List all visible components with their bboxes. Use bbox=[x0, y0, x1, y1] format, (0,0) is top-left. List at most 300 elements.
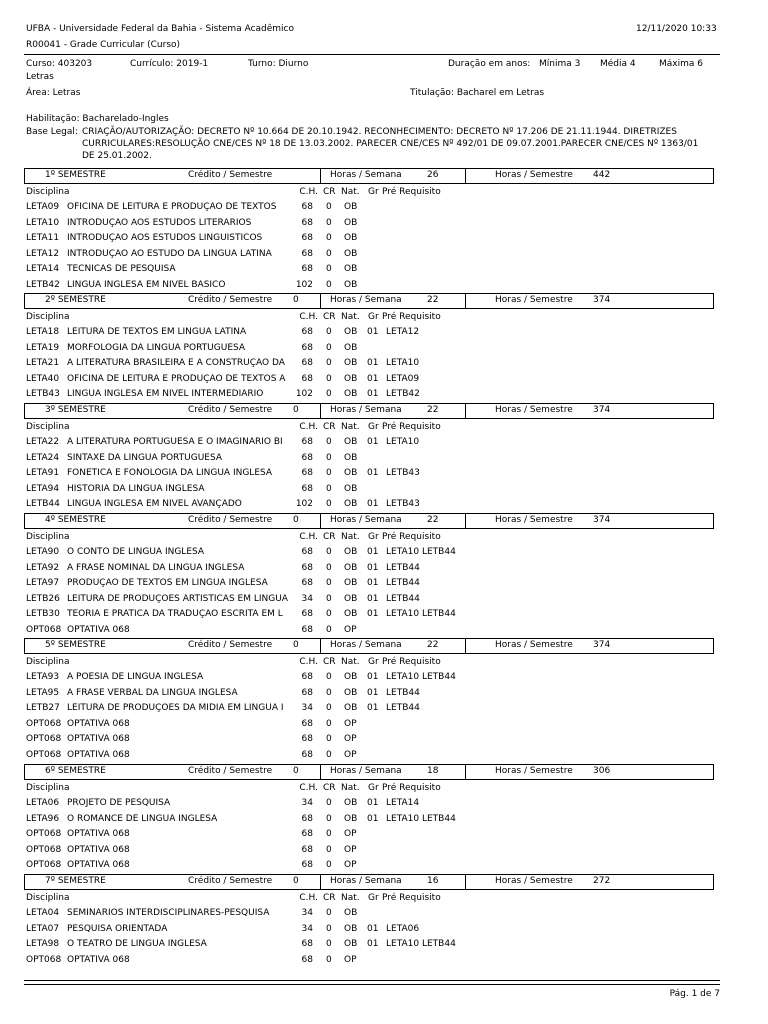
discipline-prereq: LETA10 LETB44 bbox=[386, 813, 456, 824]
hours-week-value: 16 bbox=[427, 876, 439, 886]
discipline-name: LINGUA INGLESA EM NIVEL BÁSICO bbox=[67, 279, 226, 290]
discipline-prereq: LETB44 bbox=[386, 562, 420, 573]
discipline-code: LETA11 bbox=[26, 233, 60, 243]
hours-semester-label: Horas / Semestre bbox=[495, 170, 573, 180]
discipline-group: 01 bbox=[367, 373, 379, 384]
credit-value: 0 bbox=[293, 766, 299, 776]
hours-week-value: 22 bbox=[427, 295, 439, 305]
discipline-prereq: LETB43 bbox=[386, 499, 420, 509]
discipline-nature: OP bbox=[344, 829, 357, 839]
discipline-cr: 0 bbox=[326, 358, 332, 368]
hours-semester-value: 442 bbox=[593, 170, 611, 180]
footer-divider bbox=[24, 984, 720, 985]
discipline-code: LETA95 bbox=[26, 687, 60, 698]
discipline-cr: 0 bbox=[326, 437, 332, 447]
discipline-cr: 0 bbox=[326, 829, 332, 839]
discipline-group: 01 bbox=[367, 687, 379, 698]
discipline-name: PROJETO DE PESQUISA bbox=[67, 798, 171, 808]
discipline-code: LETA10 bbox=[26, 217, 60, 228]
discipline-name: TÉCNICAS DE PESQUISA bbox=[67, 264, 176, 274]
discipline-code: OPT068 bbox=[26, 749, 62, 760]
discipline-group: 01 bbox=[367, 547, 379, 557]
column-header-nat: Nat. bbox=[341, 532, 360, 542]
discipline-group: 01 bbox=[367, 468, 379, 478]
discipline-name: A POESIA DE LINGUA INGLESA bbox=[67, 672, 204, 682]
discipline-ch: 68 bbox=[301, 547, 313, 557]
discipline-cr: 0 bbox=[326, 593, 332, 604]
discipline-code: LETA07 bbox=[26, 923, 60, 934]
discipline-prereq: LETA10 LETB44 bbox=[386, 609, 456, 619]
credit-value: 0 bbox=[293, 640, 299, 650]
discipline-ch: 68 bbox=[301, 233, 313, 243]
discipline-code: LETA06 bbox=[26, 798, 60, 808]
discipline-nature: OB bbox=[344, 452, 358, 463]
legal-basis-line: CRIAÇÃO/AUTORIZAÇÃO: DECRETO Nº 10.664 DE 20.10.1942. RECONHECIMENTO: DECRETO Nº 17.206 DE 21.11.1944. DIRETRIZES bbox=[82, 127, 677, 137]
discipline-nature: OB bbox=[344, 248, 358, 259]
discipline-name: OPTATIVA 068 bbox=[67, 718, 130, 729]
discipline-code: LETA14 bbox=[26, 264, 60, 274]
duration-max: Máxima 6 bbox=[659, 59, 703, 69]
discipline-nature: OB bbox=[344, 703, 358, 713]
discipline-prereq: LETA06 bbox=[386, 923, 420, 934]
discipline-nature: OB bbox=[344, 609, 358, 619]
discipline-code: LETA24 bbox=[26, 452, 60, 463]
column-header-cr: CR bbox=[323, 187, 336, 197]
discipline-nature: OB bbox=[344, 547, 358, 557]
column-header-nat: Nat. bbox=[341, 187, 360, 197]
discipline-name: PRODUÇÃO DE TEXTOS EM LINGUA INGLESA bbox=[67, 578, 268, 588]
credit-label: Crédito / Semestre bbox=[188, 766, 273, 776]
column-header-nat: Nat. bbox=[341, 893, 360, 903]
discipline-name: A LITERATURA PORTUGUESA E O IMAGINÁRIO BI bbox=[67, 437, 283, 447]
credit-label: Crédito / Semestre bbox=[188, 876, 273, 886]
discipline-ch: 68 bbox=[301, 483, 313, 494]
discipline-group: 01 bbox=[367, 499, 379, 509]
discipline-group: 01 bbox=[367, 939, 379, 949]
discipline-ch: 68 bbox=[301, 202, 313, 212]
semester-header bbox=[24, 293, 714, 309]
discipline-prereq: LETA10 LETB44 bbox=[386, 672, 456, 682]
discipline-prereq: LETB43 bbox=[386, 468, 420, 478]
semester-title: 1º SEMESTRE bbox=[45, 170, 106, 180]
discipline-nature: OB bbox=[344, 437, 358, 447]
discipline-code: OPT068 bbox=[26, 844, 62, 855]
discipline-cr: 0 bbox=[326, 248, 332, 259]
column-header-ch: C.H. bbox=[299, 783, 318, 793]
discipline-group: 01 bbox=[367, 562, 379, 573]
discipline-nature: OP bbox=[344, 844, 357, 855]
semester-title: 2º SEMESTRE bbox=[45, 295, 106, 305]
discipline-nature: OB bbox=[344, 923, 358, 934]
discipline-code: OPT068 bbox=[26, 734, 62, 744]
discipline-ch: 68 bbox=[301, 562, 313, 573]
discipline-code: LETA18 bbox=[26, 327, 60, 337]
column-header-prereq: Pré Requisito bbox=[382, 657, 441, 667]
discipline-name: TEORIA E PRÁTICA DA TRADUÇÃO ESCRITA EM L bbox=[67, 609, 283, 619]
discipline-name: LEITURA DE PRODUÇÕES DA MIDIA EM LINGUA I bbox=[67, 703, 284, 713]
discipline-code: LETB27 bbox=[26, 703, 60, 713]
discipline-cr: 0 bbox=[326, 562, 332, 573]
discipline-ch: 34 bbox=[301, 798, 313, 808]
discipline-ch: 68 bbox=[301, 749, 313, 760]
discipline-ch: 68 bbox=[301, 578, 313, 588]
discipline-cr: 0 bbox=[326, 813, 332, 824]
discipline-name: OPTATIVA 068 bbox=[67, 844, 130, 855]
discipline-cr: 0 bbox=[326, 233, 332, 243]
discipline-code: LETA91 bbox=[26, 468, 60, 478]
discipline-prereq: LETA12 bbox=[386, 327, 420, 337]
credit-value: 0 bbox=[293, 876, 299, 886]
discipline-ch: 34 bbox=[301, 923, 313, 934]
discipline-nature: OP bbox=[344, 860, 357, 870]
discipline-ch: 68 bbox=[301, 624, 313, 635]
discipline-name: OPTATIVA 068 bbox=[67, 860, 130, 870]
discipline-name: LEITURA DE TEXTOS EM LINGUA LATINA bbox=[67, 327, 247, 337]
discipline-prereq: LETA10 LETB44 bbox=[386, 939, 456, 949]
discipline-code: LETA98 bbox=[26, 939, 60, 949]
discipline-code: OPT068 bbox=[26, 624, 62, 635]
hours-week-value: 22 bbox=[427, 515, 439, 525]
column-header-discipline: Disciplina bbox=[26, 893, 70, 903]
discipline-name: OPTATIVA 068 bbox=[67, 829, 130, 839]
discipline-name: INTRODUÇÃO AOS ESTUDOS LITERÁRIOS bbox=[67, 217, 252, 228]
semester-title: 3º SEMESTRE bbox=[45, 405, 106, 415]
credit-label: Crédito / Semestre bbox=[188, 515, 273, 525]
discipline-prereq: LETB44 bbox=[386, 593, 420, 604]
discipline-prereq: LETA10 LETB44 bbox=[386, 547, 456, 557]
discipline-ch: 68 bbox=[301, 248, 313, 259]
discipline-name: OPTATIVA 068 bbox=[67, 954, 130, 965]
discipline-name: OFICINA DE LEITURA E PRODUÇÃO DE TEXTOS A bbox=[67, 373, 286, 384]
discipline-code: LETA09 bbox=[26, 202, 60, 212]
discipline-ch: 34 bbox=[301, 703, 313, 713]
discipline-code: LETA12 bbox=[26, 248, 60, 259]
discipline-cr: 0 bbox=[326, 499, 332, 509]
legal-basis-label: Base Legal: bbox=[26, 127, 78, 137]
discipline-nature: OB bbox=[344, 798, 358, 808]
discipline-name: MORFOLOGIA DA LINGUA PORTUGUESA bbox=[67, 342, 246, 353]
discipline-ch: 68 bbox=[301, 939, 313, 949]
footer-divider bbox=[24, 980, 720, 981]
discipline-nature: OB bbox=[344, 813, 358, 824]
hours-week-value: 18 bbox=[427, 766, 439, 776]
hours-semester-label: Horas / Semestre bbox=[495, 295, 573, 305]
column-header-prereq: Pré Requisito bbox=[382, 312, 441, 322]
duration-label: Duração em anos: bbox=[448, 59, 531, 69]
column-separator bbox=[320, 514, 321, 528]
hours-semester-value: 374 bbox=[593, 515, 611, 525]
discipline-ch: 68 bbox=[301, 452, 313, 463]
discipline-nature: OP bbox=[344, 954, 357, 965]
column-header-gr: Gr bbox=[368, 657, 379, 667]
column-header-cr: CR bbox=[323, 783, 336, 793]
discipline-cr: 0 bbox=[326, 672, 332, 682]
discipline-code: LETA90 bbox=[26, 547, 60, 557]
hours-week-label: Horas / Semana bbox=[330, 876, 402, 886]
column-separator bbox=[320, 765, 321, 779]
discipline-ch: 68 bbox=[301, 829, 313, 839]
discipline-code: LETA97 bbox=[26, 578, 60, 588]
course-code: Curso: 403203 bbox=[26, 59, 93, 69]
column-header-gr: Gr bbox=[368, 893, 379, 903]
discipline-ch: 68 bbox=[301, 358, 313, 368]
discipline-code: LETB43 bbox=[26, 389, 60, 399]
hours-semester-label: Horas / Semestre bbox=[495, 766, 573, 776]
discipline-prereq: LETB44 bbox=[386, 687, 420, 698]
hours-week-value: 22 bbox=[427, 405, 439, 415]
column-header-discipline: Disciplina bbox=[26, 657, 70, 667]
discipline-ch: 68 bbox=[301, 373, 313, 384]
column-header-ch: C.H. bbox=[299, 422, 318, 432]
discipline-cr: 0 bbox=[326, 687, 332, 698]
column-header-cr: CR bbox=[323, 312, 336, 322]
discipline-ch: 68 bbox=[301, 437, 313, 447]
legal-basis-line: DE 25.01.2002. bbox=[82, 151, 152, 161]
discipline-name: OFICINA DE LEITURA E PRODUÇÃO DE TEXTOS bbox=[67, 202, 277, 212]
discipline-cr: 0 bbox=[326, 939, 332, 949]
hours-week-value: 22 bbox=[427, 640, 439, 650]
column-header-nat: Nat. bbox=[341, 422, 360, 432]
column-separator bbox=[320, 875, 321, 889]
semester-header bbox=[24, 168, 714, 184]
column-separator bbox=[465, 875, 466, 889]
column-header-discipline: Disciplina bbox=[26, 187, 70, 197]
discipline-cr: 0 bbox=[326, 264, 332, 274]
discipline-cr: 0 bbox=[326, 452, 332, 463]
hours-week-value: 26 bbox=[427, 170, 439, 180]
credit-label: Crédito / Semestre bbox=[188, 170, 273, 180]
discipline-nature: OB bbox=[344, 578, 358, 588]
discipline-name: O TEATRO DE LINGUA INGLESA bbox=[67, 939, 207, 949]
discipline-code: LETB42 bbox=[26, 279, 60, 290]
discipline-name: PESQUISA ORIENTADA bbox=[67, 923, 168, 934]
hours-semester-value: 272 bbox=[593, 876, 611, 886]
column-separator bbox=[465, 765, 466, 779]
discipline-nature: OB bbox=[344, 373, 358, 384]
column-header-prereq: Pré Requisito bbox=[382, 783, 441, 793]
discipline-group: 01 bbox=[367, 578, 379, 588]
column-separator bbox=[465, 169, 466, 183]
discipline-group: 01 bbox=[367, 327, 379, 337]
discipline-group: 01 bbox=[367, 593, 379, 604]
discipline-code: LETA93 bbox=[26, 672, 60, 682]
discipline-nature: OB bbox=[344, 939, 358, 949]
discipline-name: OPTATIVA 068 bbox=[67, 734, 130, 744]
discipline-ch: 68 bbox=[301, 813, 313, 824]
discipline-code: LETB44 bbox=[26, 499, 60, 509]
discipline-cr: 0 bbox=[326, 609, 332, 619]
credit-label: Crédito / Semestre bbox=[188, 405, 273, 415]
discipline-code: LETA40 bbox=[26, 373, 60, 384]
discipline-nature: OB bbox=[344, 217, 358, 228]
hours-semester-label: Horas / Semestre bbox=[495, 640, 573, 650]
discipline-name: LINGUA INGLESA EM NIVEL AVANÇADO bbox=[67, 499, 242, 509]
page-number: Pág. 1 de 7 bbox=[669, 989, 720, 999]
discipline-cr: 0 bbox=[326, 389, 332, 399]
column-header-ch: C.H. bbox=[299, 657, 318, 667]
column-header-discipline: Disciplina bbox=[26, 532, 70, 542]
report-title: R00041 - Grade Curricular (Curso) bbox=[26, 40, 181, 50]
discipline-nature: OB bbox=[344, 908, 358, 918]
discipline-ch: 68 bbox=[301, 844, 313, 855]
column-header-gr: Gr bbox=[368, 187, 379, 197]
discipline-name: OPTATIVA 068 bbox=[67, 624, 130, 635]
credit-value: 0 bbox=[293, 515, 299, 525]
discipline-nature: OB bbox=[344, 483, 358, 494]
discipline-ch: 68 bbox=[301, 342, 313, 353]
discipline-cr: 0 bbox=[326, 798, 332, 808]
discipline-group: 01 bbox=[367, 813, 379, 824]
discipline-code: LETA92 bbox=[26, 562, 60, 573]
credit-value: 0 bbox=[293, 405, 299, 415]
discipline-group: 01 bbox=[367, 609, 379, 619]
discipline-nature: OB bbox=[344, 672, 358, 682]
hours-semester-label: Horas / Semestre bbox=[495, 405, 573, 415]
discipline-group: 01 bbox=[367, 672, 379, 682]
discipline-ch: 102 bbox=[295, 499, 313, 509]
column-header-discipline: Disciplina bbox=[26, 422, 70, 432]
discipline-group: 01 bbox=[367, 923, 379, 934]
discipline-name: A FRASE NOMINAL DA LINGUA INGLESA bbox=[67, 562, 245, 573]
discipline-group: 01 bbox=[367, 437, 379, 447]
discipline-nature: OB bbox=[344, 389, 358, 399]
hours-semester-value: 374 bbox=[593, 295, 611, 305]
discipline-group: 01 bbox=[367, 703, 379, 713]
semester-title: 6º SEMESTRE bbox=[45, 766, 106, 776]
column-header-cr: CR bbox=[323, 657, 336, 667]
semester-title: 4º SEMESTRE bbox=[45, 515, 106, 525]
hours-week-label: Horas / Semana bbox=[330, 515, 402, 525]
discipline-name: HISTÓRIA DA LINGUA INGLESA bbox=[67, 483, 205, 494]
discipline-group: 01 bbox=[367, 798, 379, 808]
hours-semester-label: Horas / Semestre bbox=[495, 876, 573, 886]
header-divider bbox=[24, 54, 720, 55]
discipline-nature: OB bbox=[344, 279, 358, 290]
semester-header bbox=[24, 403, 714, 419]
semester-title: 7º SEMESTRE bbox=[45, 876, 106, 886]
discipline-ch: 68 bbox=[301, 860, 313, 870]
discipline-cr: 0 bbox=[326, 342, 332, 353]
discipline-nature: OP bbox=[344, 749, 357, 760]
column-header-prereq: Pré Requisito bbox=[382, 893, 441, 903]
discipline-nature: OB bbox=[344, 342, 358, 353]
discipline-cr: 0 bbox=[326, 373, 332, 384]
degree-title: Titulação: Bacharel em Letras bbox=[410, 88, 545, 98]
discipline-cr: 0 bbox=[326, 718, 332, 729]
discipline-ch: 68 bbox=[301, 217, 313, 228]
discipline-nature: OB bbox=[344, 264, 358, 274]
hours-semester-value: 374 bbox=[593, 405, 611, 415]
discipline-code: LETA04 bbox=[26, 908, 60, 918]
semester-header bbox=[24, 513, 714, 529]
column-header-nat: Nat. bbox=[341, 312, 360, 322]
discipline-cr: 0 bbox=[326, 202, 332, 212]
shift: Turno: Diurno bbox=[248, 59, 309, 69]
curriculum: Currículo: 2019-1 bbox=[130, 59, 209, 69]
semester-header bbox=[24, 874, 714, 890]
discipline-code: LETA22 bbox=[26, 437, 60, 447]
discipline-prereq: LETB42 bbox=[386, 389, 420, 399]
discipline-ch: 68 bbox=[301, 468, 313, 478]
discipline-prereq: LETA09 bbox=[386, 373, 420, 384]
discipline-ch: 68 bbox=[301, 734, 313, 744]
discipline-cr: 0 bbox=[326, 327, 332, 337]
discipline-nature: OP bbox=[344, 734, 357, 744]
discipline-ch: 68 bbox=[301, 672, 313, 682]
discipline-nature: OB bbox=[344, 468, 358, 478]
institution-title: UFBA - Universidade Federal da Bahia - Sistema Acadêmico bbox=[26, 24, 295, 34]
column-header-discipline: Disciplina bbox=[26, 312, 70, 322]
discipline-nature: OB bbox=[344, 593, 358, 604]
discipline-name: O ROMANCE DE LINGUA INGLESA bbox=[67, 813, 218, 824]
discipline-prereq: LETA14 bbox=[386, 798, 420, 808]
column-separator bbox=[320, 294, 321, 308]
column-header-gr: Gr bbox=[368, 422, 379, 432]
hours-week-label: Horas / Semana bbox=[330, 295, 402, 305]
discipline-name: A FRASE VERBAL DA LINGUA INGLESA bbox=[67, 687, 238, 698]
discipline-name: SINTAXE DA LINGUA PORTUGUESA bbox=[67, 452, 223, 463]
column-separator bbox=[320, 404, 321, 418]
discipline-nature: OB bbox=[344, 233, 358, 243]
discipline-nature: OP bbox=[344, 718, 357, 729]
discipline-cr: 0 bbox=[326, 860, 332, 870]
discipline-code: OPT068 bbox=[26, 829, 62, 839]
discipline-prereq: LETB44 bbox=[386, 703, 420, 713]
column-header-ch: C.H. bbox=[299, 893, 318, 903]
discipline-cr: 0 bbox=[326, 578, 332, 588]
discipline-name: SEMINÁRIOS INTERDISCIPLINARES-PESQUISA bbox=[67, 908, 270, 918]
column-header-ch: C.H. bbox=[299, 187, 318, 197]
discipline-cr: 0 bbox=[326, 703, 332, 713]
discipline-code: LETA21 bbox=[26, 358, 60, 368]
discipline-cr: 0 bbox=[326, 923, 332, 934]
column-header-nat: Nat. bbox=[341, 783, 360, 793]
column-separator bbox=[320, 639, 321, 653]
duration-avg: Média 4 bbox=[600, 59, 636, 69]
discipline-group: 01 bbox=[367, 389, 379, 399]
discipline-ch: 34 bbox=[301, 593, 313, 604]
discipline-prereq: LETA10 bbox=[386, 437, 420, 447]
discipline-name: INTRODUÇÃO AOS ESTUDOS LINGÜÍSTICOS bbox=[67, 233, 263, 243]
column-header-ch: C.H. bbox=[299, 532, 318, 542]
qualification: Habilitação: Bacharelado-Ingles bbox=[26, 114, 169, 124]
credit-label: Crédito / Semestre bbox=[188, 295, 273, 305]
column-header-gr: Gr bbox=[368, 532, 379, 542]
column-header-prereq: Pré Requisito bbox=[382, 532, 441, 542]
column-separator bbox=[465, 294, 466, 308]
hours-semester-label: Horas / Semestre bbox=[495, 515, 573, 525]
column-header-prereq: Pré Requisito bbox=[382, 422, 441, 432]
discipline-nature: OB bbox=[344, 562, 358, 573]
legal-basis-line: CURRICULARES:RESOLUÇÃO CNE/CES Nº 18 DE 13.03.2002. PARECER CNE/CES Nº 492/01 DE 09.07.2001.PARECER CNE/CES Nº 1363/01 bbox=[82, 139, 699, 149]
discipline-ch: 68 bbox=[301, 954, 313, 965]
semester-title: 5º SEMESTRE bbox=[45, 640, 106, 650]
discipline-name: LINGUA INGLESA EM NIVEL INTERMEDIÁRIO bbox=[67, 389, 264, 399]
discipline-cr: 0 bbox=[326, 908, 332, 918]
column-header-discipline: Disciplina bbox=[26, 783, 70, 793]
discipline-cr: 0 bbox=[326, 734, 332, 744]
discipline-code: LETB30 bbox=[26, 609, 60, 619]
report-datetime: 12/11/2020 10:33 bbox=[636, 24, 717, 34]
discipline-cr: 0 bbox=[326, 547, 332, 557]
discipline-code: LETA96 bbox=[26, 813, 60, 824]
discipline-code: LETA19 bbox=[26, 342, 60, 353]
discipline-nature: OB bbox=[344, 202, 358, 212]
discipline-prereq: LETB44 bbox=[386, 578, 420, 588]
column-header-cr: CR bbox=[323, 893, 336, 903]
discipline-group: 01 bbox=[367, 358, 379, 368]
column-separator bbox=[465, 514, 466, 528]
